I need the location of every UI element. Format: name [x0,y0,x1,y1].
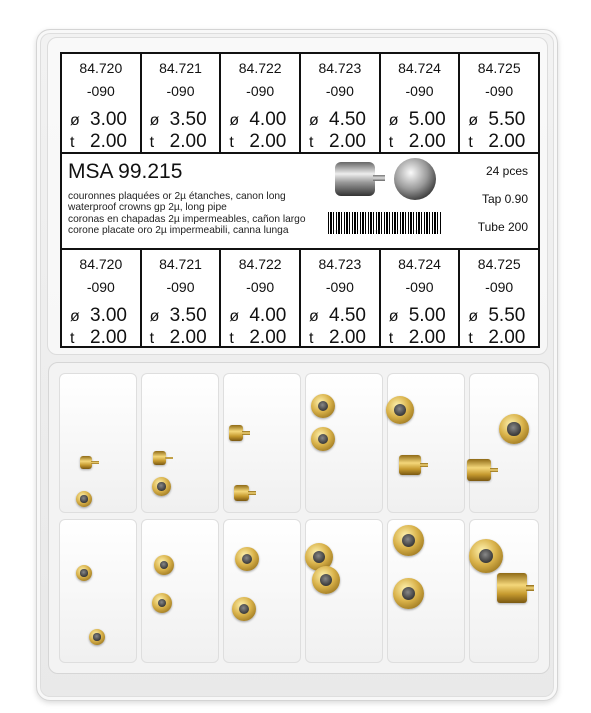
ref-number: 84.720 [79,60,123,76]
tube-symbol: t [70,330,75,347]
tube-symbol: t [149,330,155,347]
tube-symbol: t [388,134,394,151]
label-cell [381,54,461,152]
diameter-line [389,109,446,131]
tube-line [389,131,446,153]
ref-number: 84.722 [238,60,282,76]
description-line: waterproof crowns gp 2µ, long pipe [68,202,227,214]
diameter-line [468,109,525,131]
barcode [328,212,442,234]
label-cell [62,54,142,152]
crown-side-photo [335,162,375,196]
diameter-value: 4.00 [249,305,287,326]
tray-compartment[interactable] [223,519,301,663]
label-cell [460,54,538,152]
product-code: MSA 99.215 [68,160,183,183]
watch-crown[interactable] [311,394,335,418]
ref-suffix: -090 [166,279,195,295]
description-line: coronas en chapadas 2µ impermeables, cañon largo [68,213,306,225]
tube-symbol: t [229,134,234,151]
ref-number: 84.724 [398,256,441,272]
product-description [68,191,338,236]
tube-value: 2.00 [249,327,287,348]
watch-crown[interactable] [229,425,243,441]
ref-suffix: -090 [405,83,434,99]
ref-number: 84.720 [79,256,123,272]
ref-suffix: -090 [166,83,195,99]
tube-value: 2.00 [169,131,207,152]
tube-value: 2.00 [408,327,446,348]
ref-number: 84.723 [318,256,362,272]
tube-value: 2.00 [90,131,127,152]
tube-line [468,131,525,153]
diameter-symbol: ø [229,308,240,325]
label-cell [221,250,301,348]
watch-crown[interactable] [76,491,92,507]
watch-crown[interactable] [76,565,92,581]
diameter-value: 5.00 [408,305,446,326]
diameter-symbol: ø [149,308,160,325]
watch-crown[interactable] [152,477,171,496]
diameter-value: 3.00 [90,109,127,130]
label-cell [381,250,461,348]
watch-crown[interactable] [499,414,529,444]
diameter-symbol: ø [70,112,80,129]
watch-crown[interactable] [153,451,166,465]
ref-suffix: -090 [86,83,115,99]
tube-value: 2.00 [329,327,366,348]
tube-line [229,131,286,153]
tube-symbol: t [388,330,394,347]
diameter-line [309,305,366,327]
watch-crown[interactable] [386,396,414,424]
diameter-line [309,109,366,131]
diameter-line [229,109,286,131]
diameter-line [468,305,525,327]
watch-crown[interactable] [234,485,249,501]
watch-crown[interactable] [89,629,105,645]
diameter-symbol: ø [309,308,319,325]
watch-crown[interactable] [497,573,527,603]
tube-line [150,327,207,349]
crown-front-photo [394,158,436,200]
diameter-value: 5.50 [488,109,526,130]
pieces-count: 24 pces [485,164,528,178]
tray-compartment[interactable] [469,373,539,513]
description-line: corone placate oro 2µ impermeabili, canna lunga [68,224,289,236]
watch-crown[interactable] [393,578,424,609]
ref-number: 84.721 [159,256,202,272]
diameter-line [389,305,446,327]
watch-crown[interactable] [80,456,92,469]
diameter-symbol: ø [309,112,319,129]
tube-line [70,327,127,349]
tube-value: 2.00 [488,327,526,348]
diameter-value: 4.00 [249,109,287,130]
watch-crown[interactable] [154,555,174,575]
ref-suffix: -090 [485,279,514,295]
tube-line [309,131,366,153]
diameter-symbol: ø [388,112,399,129]
label-middle [62,154,538,246]
watch-crown[interactable] [232,597,256,621]
product-label [60,52,540,348]
watch-crown[interactable] [311,427,335,451]
ref-suffix: -090 [325,279,354,295]
tube-symbol: t [309,330,314,347]
diameter-value: 4.50 [329,109,366,130]
tube-size: Tube 200 [477,220,528,234]
ref-suffix: -090 [86,279,115,295]
label-top-row [62,54,538,154]
tray-compartment[interactable] [59,373,137,513]
tube-symbol: t [468,330,473,347]
ref-suffix: -090 [246,83,275,99]
diameter-line [70,109,127,131]
tube-symbol: t [149,134,155,151]
diameter-line [70,305,127,327]
storage-tray [48,362,550,674]
diameter-symbol: ø [70,308,80,325]
tube-value: 2.00 [329,131,366,152]
diameter-symbol: ø [229,112,240,129]
diameter-line [150,305,207,327]
label-cell [142,250,222,348]
tube-line [229,327,286,349]
ref-number: 84.722 [238,256,282,272]
watch-crown[interactable] [393,525,424,556]
tube-symbol: t [468,134,473,151]
watch-crown[interactable] [399,455,421,475]
label-bottom-row [62,248,538,348]
diameter-value: 5.50 [488,305,526,326]
tube-line [150,131,207,153]
diameter-symbol: ø [468,308,479,325]
tap-size: Tap 0.90 [481,192,528,206]
ref-suffix: -090 [246,279,275,295]
diameter-value: 3.00 [90,305,127,326]
watch-crown[interactable] [467,459,491,481]
watch-crown[interactable] [235,547,259,571]
ref-suffix: -090 [405,279,434,295]
label-cell [142,54,222,152]
label-cell [221,54,301,152]
tube-line [468,327,525,349]
diameter-value: 4.50 [329,305,366,326]
diameter-line [150,109,207,131]
watch-crown[interactable] [312,566,340,594]
diameter-symbol: ø [149,112,160,129]
tube-symbol: t [70,134,75,151]
description-line: couronnes plaquées or 2µ étanches, canon long [68,191,286,202]
ref-number: 84.721 [159,60,202,76]
tube-symbol: t [309,134,314,151]
tray-compartment[interactable] [141,519,219,663]
ref-suffix: -090 [485,83,514,99]
watch-crown[interactable] [152,593,172,613]
diameter-line [229,305,286,327]
diameter-value: 5.00 [408,109,446,130]
diameter-symbol: ø [388,308,399,325]
label-cell [460,250,538,348]
ref-suffix: -090 [325,83,354,99]
tube-value: 2.00 [488,131,526,152]
tube-value: 2.00 [90,327,127,348]
diameter-value: 3.50 [169,305,207,326]
tray-compartment[interactable] [387,373,465,513]
label-cell [301,250,381,348]
tube-symbol: t [229,330,234,347]
tube-line [70,131,127,153]
diameter-symbol: ø [468,112,479,129]
tube-line [309,327,366,349]
label-cell [62,250,142,348]
label-cell [301,54,381,152]
ref-number: 84.724 [398,60,441,76]
ref-number: 84.725 [477,60,521,76]
crown-pin [373,175,385,181]
tray-compartment[interactable] [141,373,219,513]
tube-value: 2.00 [249,131,287,152]
tube-value: 2.00 [408,131,446,152]
ref-number: 84.723 [318,60,362,76]
tube-line [389,327,446,349]
tube-value: 2.00 [169,327,207,348]
ref-number: 84.725 [477,256,521,272]
watch-crown[interactable] [469,539,503,573]
diameter-value: 3.50 [169,109,207,130]
